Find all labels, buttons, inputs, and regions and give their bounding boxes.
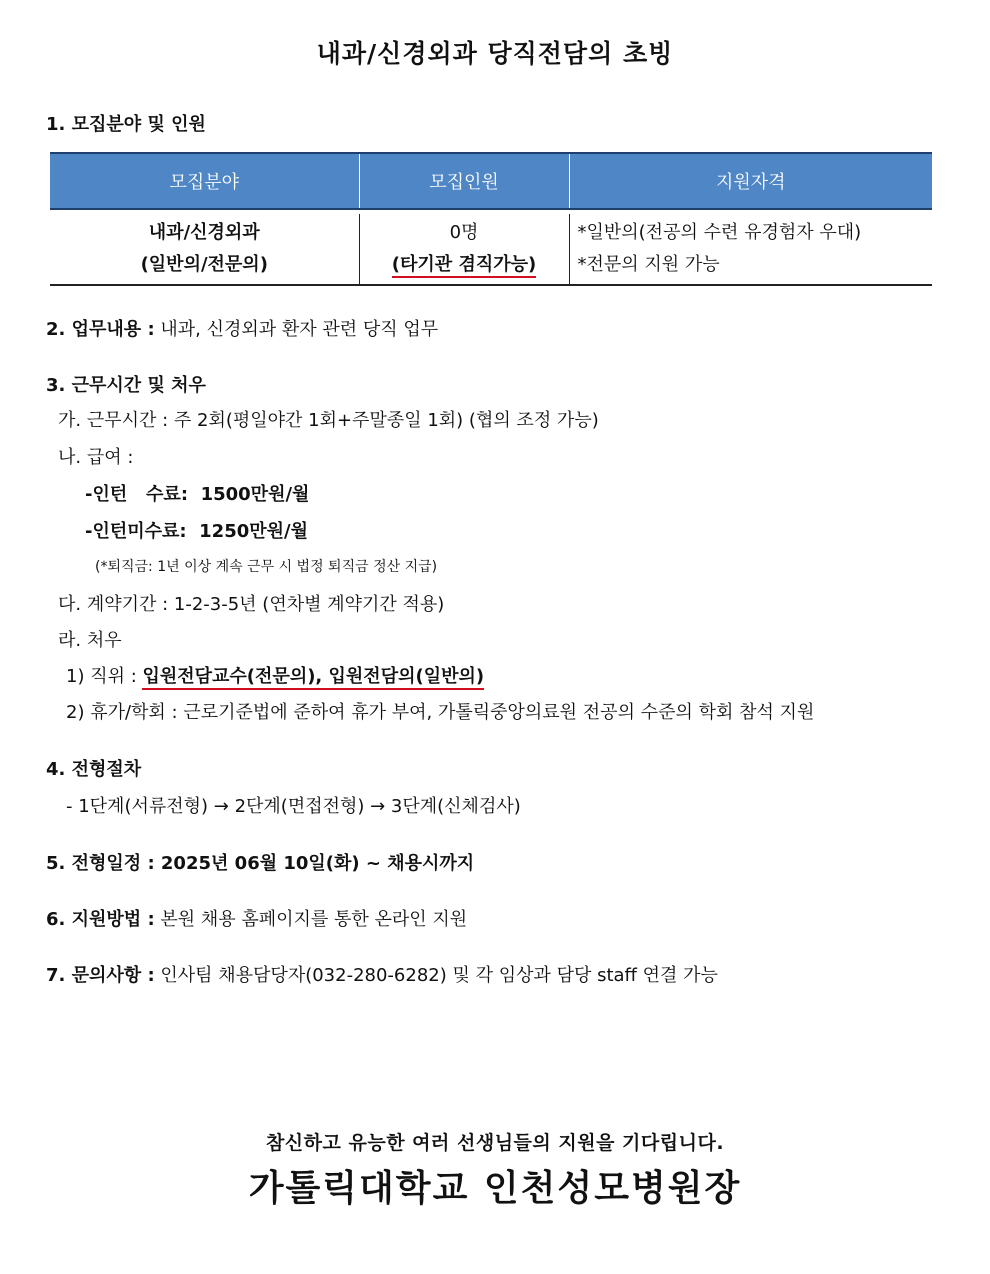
page-title: 내과/신경외과 당직전담의 초빙 <box>316 39 674 68</box>
pay-intern-completed <box>85 480 309 506</box>
section-1-heading: 1. 모집분야 및 인원 <box>46 114 206 135</box>
pay1-value: 1500만원/월 <box>200 484 310 505</box>
count-cell <box>359 214 569 285</box>
field-line-1: 내과/신경외과 <box>148 222 260 243</box>
position-item <box>66 662 484 688</box>
qualification-cell <box>569 214 932 285</box>
qual-line-2: *전문의 지원 가능 <box>577 254 720 275</box>
section-2-text: 내과, 신경외과 환자 관련 당직 업무 <box>154 319 439 340</box>
salary-label: 나. 급여 : <box>58 447 134 468</box>
field-line-2: (일반의/전문의) <box>140 254 268 275</box>
section-2 <box>46 315 438 341</box>
section-7 <box>46 961 718 987</box>
section-3-heading: 3. 근무시간 및 처우 <box>46 375 206 396</box>
pay2-label: -인턴미수료: <box>85 521 187 542</box>
severance-note: (*퇴직금: 1년 이상 계속 근무 시 법정 퇴직금 정산 지급) <box>95 559 438 575</box>
section-6-heading: 6. 지원방법 : <box>46 909 155 930</box>
header-count: 모집인원 <box>359 153 569 209</box>
section-7-heading: 7. 문의사항 : <box>46 965 155 986</box>
recruitment-table <box>50 152 932 286</box>
count-line-2: (타기관 겸직가능) <box>392 254 536 278</box>
field-cell <box>50 214 359 285</box>
selection-process: - 1단계(서류전형) → 2단계(면접전형) → 3단계(신체검사) <box>66 796 521 817</box>
section-7-text: 인사팀 채용담당자(032-280-6282) 및 각 임상과 담당 staff 연결 가능 <box>154 965 718 986</box>
work-hours: 가. 근무시간 : 주 2회(평일야간 1회+주말종일 1회) (협의 조정 가능) <box>58 410 599 431</box>
benefits-label: 라. 처우 <box>58 630 122 651</box>
pay-intern-not-completed <box>85 517 308 543</box>
qual-line-1: *일반의(전공의 수련 유경험자 우대) <box>577 222 862 243</box>
closing-signature: 가톨릭대학교 인천성모병원장 <box>248 1168 742 1209</box>
closing-message: 참신하고 유능한 여러 선생님들의 지원을 기다립니다. <box>265 1132 725 1154</box>
section-6-text: 본원 채용 홈페이지를 통한 온라인 지원 <box>154 909 468 930</box>
section-5-heading: 5. 전형일정 : 2025년 06월 10일(화) ~ 채용시까지 <box>46 853 475 874</box>
section-6 <box>46 905 467 931</box>
pay1-label: -인턴 수료: <box>85 484 189 505</box>
pay2-value: 1250만원/월 <box>199 521 308 542</box>
count-line-1: 0명 <box>449 222 479 243</box>
section-4-heading: 4. 전형절차 <box>46 759 142 780</box>
section-2-heading: 2. 업무내용 : <box>46 319 155 340</box>
header-field: 모집분야 <box>50 153 359 209</box>
position-label: 1) 직위 : <box>66 666 143 687</box>
leave-conference-item: 2) 휴가/학회 : 근로기준법에 준하여 휴가 부여, 가톨릭중앙의료원 전공의 수준의 학회 참석 지원 <box>66 702 815 723</box>
contract-period: 다. 계약기간 : 1-2-3-5년 (연차별 계약기간 적용) <box>58 594 445 615</box>
table-row <box>50 214 932 285</box>
position-value: 입원전담교수(전문의), 입원전담의(일반의) <box>142 666 484 690</box>
table-header-row <box>50 153 932 209</box>
header-qualification: 지원자격 <box>569 153 932 209</box>
